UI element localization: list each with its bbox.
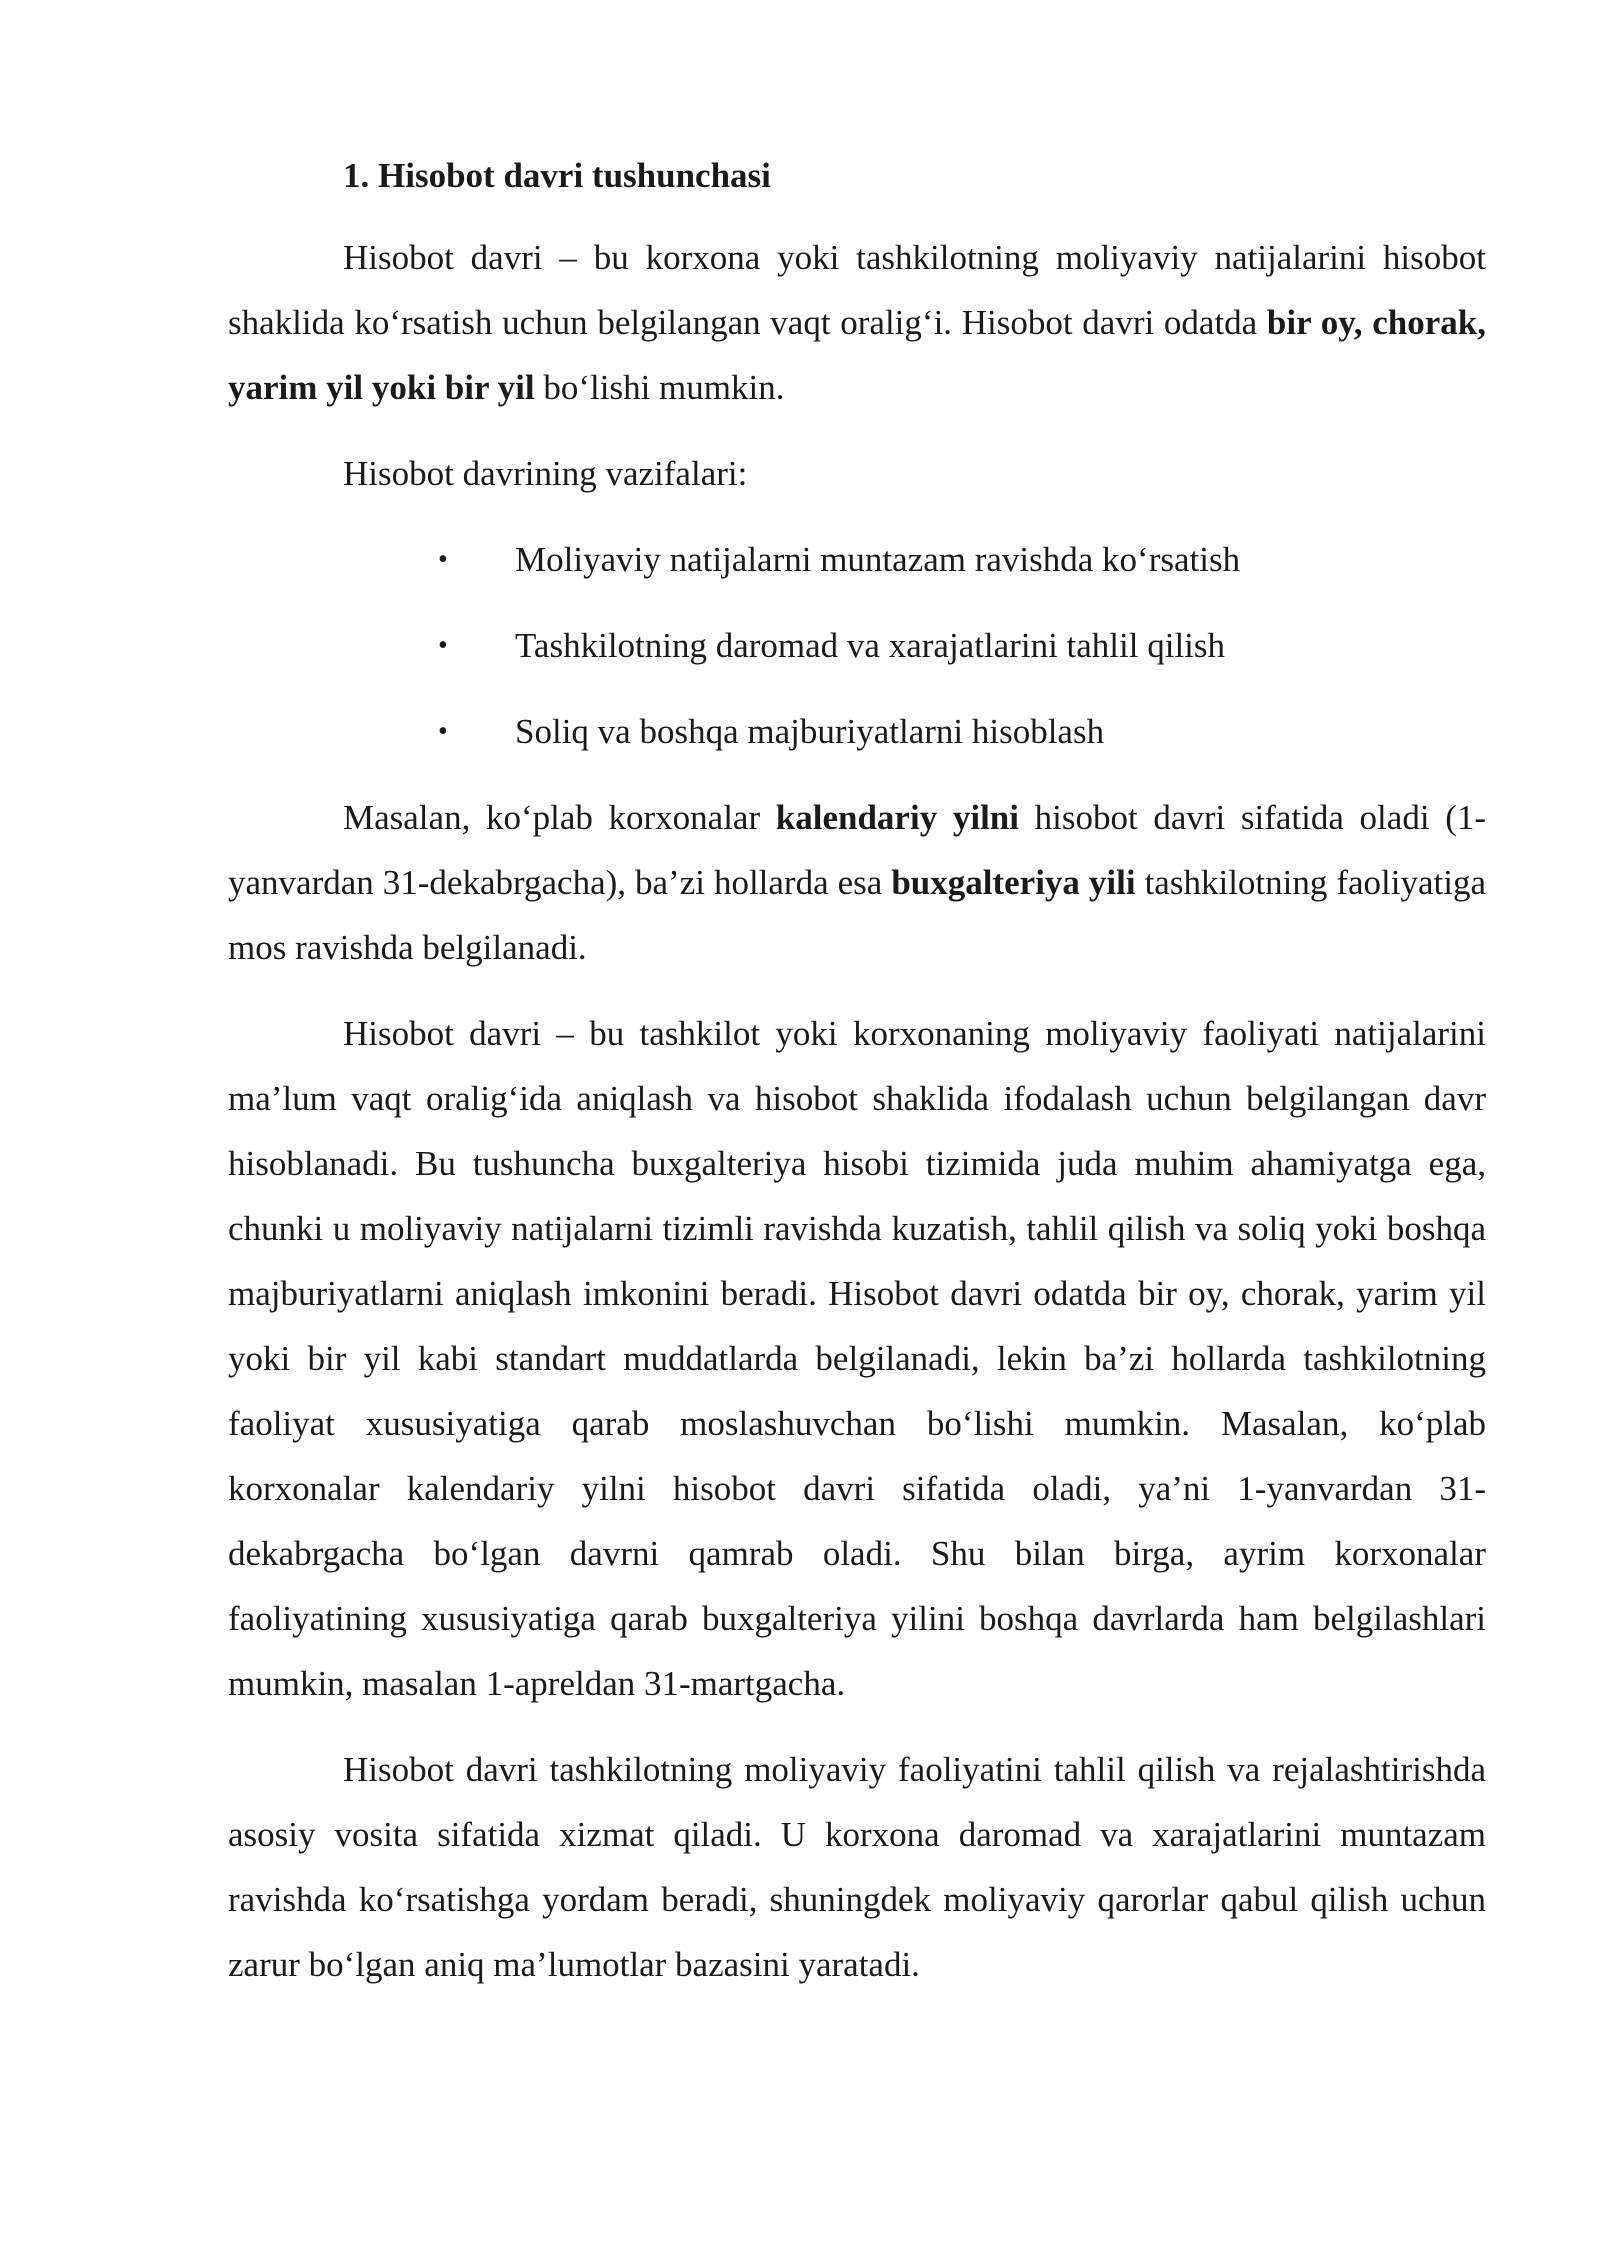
paragraph-text: bo‘lishi mumkin. xyxy=(534,368,785,407)
paragraph-text: tashkilotning faoliyatiga mos ravishda belgilanadi. xyxy=(228,863,1487,967)
paragraph-definition xyxy=(228,225,1486,420)
list-item xyxy=(228,527,1486,592)
bullet-icon: • xyxy=(438,716,448,747)
paragraph-purpose: Hisobot davri tashkilotning moliyaviy faoliyatini tahlil qilish va rejalashtirishda asosiy vosita sifatida xizmat qiladi. U korxona daromad va xarajatlarini muntazam ravishda ko‘rsatishga yordam beradi, shuningdek moliyaviy qarorlar qabul qilish uchun zarur bo‘lgan aniq ma’lumotlar bazasini yaratadi. xyxy=(228,1750,1486,1984)
paragraph-text: Hisobot davri – bu korxona yoki tashkilotning moliyaviy natijalarini hisobot shaklida ko‘rsatish uchun belgilangan vaqt oralig‘i. Hisobot davri odatda xyxy=(228,238,1486,342)
bold-text: buxgalteriya yili xyxy=(891,863,1136,902)
list-item xyxy=(228,699,1486,764)
bullet-icon: • xyxy=(438,544,448,575)
document-body xyxy=(228,148,1486,1997)
section-heading: 1. Hisobot davri tushunchasi xyxy=(343,156,771,195)
list-item-text: Soliq va boshqa majburiyatlarni hisoblash xyxy=(515,712,1105,751)
tasks-list xyxy=(228,527,1486,764)
bold-text: bir oy, chorak, yarim yil yoki bir yil xyxy=(228,303,1486,407)
paragraph-text: Masalan, ko‘plab korxonalar xyxy=(343,798,776,837)
paragraph-text: hisobot davri sifatida oladi (1-yanvardan 31-dekabrgacha), ba’zi hollarda esa xyxy=(228,798,1486,902)
tasks-intro: Hisobot davrining vazifalari: xyxy=(343,454,748,493)
list-item xyxy=(228,613,1486,678)
list-item-text: Tashkilotning daromad va xarajatlarini tahlil qilish xyxy=(515,626,1226,665)
list-item-text: Moliyaviy natijalarni muntazam ravishda ko‘rsatish xyxy=(515,540,1241,579)
paragraph-explanation: Hisobot davri – bu tashkilot yoki korxonaning moliyaviy faoliyati natijalarini ma’lum vaqt oralig‘ida aniqlash va hisobot shaklida ifodalash uchun belgilangan davr hisoblanadi. Bu tushuncha buxgalteriya hisobi tizimida juda muhim ahamiyatga ega, chunki u moliyaviy natijalarni tizimli ravishda kuzatish, tahlil qilish va soliq yoki boshqa majburiyatlarni aniqlash imkonini beradi. Hisobot davri odatda bir oy, chorak, yarim yil yoki bir yil kabi standart muddatlarda belgilanadi, lekin ba’zi hollarda tashkilotning faoliyat xususiyatiga qarab moslashuvchan bo‘lishi mumkin. Masalan, ko‘plab korxonalar kalendariy yilni hisobot davri sifatida oladi, ya’ni 1-yanvardan 31-dekabrgacha bo‘lgan davrni qamrab oladi. Shu bilan birga, ayrim korxonalar faoliyatining xususiyatiga qarab buxgalteriya yilini boshqa davrlarda ham belgilashlari mumkin, masalan 1-apreldan 31-martgacha. xyxy=(228,1014,1486,1703)
bullet-icon: • xyxy=(438,630,448,661)
paragraph-example xyxy=(228,785,1486,980)
bold-text: kalendariy yilni xyxy=(775,798,1019,837)
